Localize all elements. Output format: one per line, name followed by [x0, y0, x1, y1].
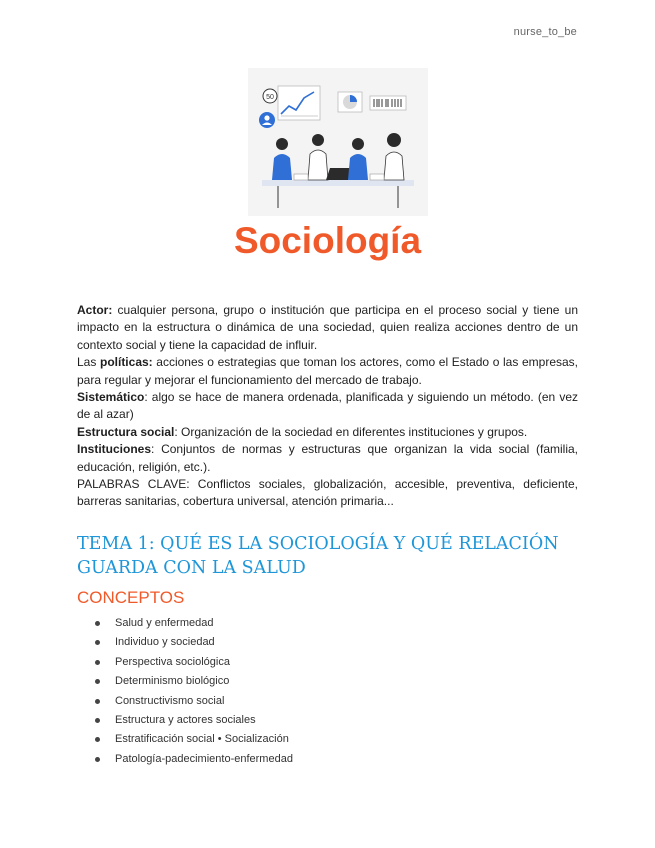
bullet-icon — [95, 699, 100, 704]
keywords: PALABRAS CLAVE: Conflictos sociales, globalización, accesible, preventiva, deficiente, barreras sanitarias, cobertura universal, atención primaria... — [77, 477, 578, 509]
watermark: nurse_to_be — [513, 26, 577, 38]
definition-estructura-social: Estructura social: Organización de la sociedad en diferentes instituciones y grupos. — [77, 424, 528, 439]
team-meeting-illustration — [248, 68, 428, 216]
bullet-icon — [95, 621, 100, 626]
definition-instituciones: Instituciones: Conjuntos de normas y estructuras que organizan la vida social (familia, educación, religión, etc.). — [77, 442, 578, 474]
bullet-icon — [95, 640, 100, 645]
page-title: Sociología — [233, 220, 422, 261]
definition-actor: Actor: cualquier persona, grupo o institución que participa en el proceso social y tiene un impacto en la estructura o dinámica de una sociedad, quien realiza acciones dentro de un contexto social y tiene la capacidad de influir. — [77, 303, 578, 352]
list-item: Constructivismo social — [95, 692, 293, 711]
list-item: Estratificación social • Socialización — [95, 730, 293, 749]
bullet-icon — [95, 718, 100, 723]
bullet-icon — [95, 679, 100, 684]
chart-number-label: 50 — [266, 94, 274, 101]
section-subheading: CONCEPTOS — [77, 588, 185, 607]
definition-politicas: Las políticas: acciones o estrategias que toman los actores, como el Estado o las empresas, para regular y mejorar el funcionamiento del mercado de trabajo. — [77, 355, 578, 387]
definitions-block — [77, 302, 578, 511]
list-item: Perspectiva sociológica — [95, 653, 293, 672]
list-item: Patología-padecimiento-enfermedad — [95, 750, 293, 769]
bullet-icon — [95, 660, 100, 665]
bullet-icon — [95, 737, 100, 742]
list-item: Estructura y actores sociales — [95, 711, 293, 730]
section-heading: TEMA 1: QUÉ ES LA SOCIOLOGÍA Y QUÉ RELACIÓN GUARDA CON LA SALUD — [77, 534, 559, 578]
list-item: Individuo y sociedad — [95, 633, 293, 652]
bullet-icon — [95, 757, 100, 762]
definition-sistematico: Sistemático: algo se hace de manera ordenada, planificada y siguiendo un método. (en vez de al azar) — [77, 390, 578, 422]
concept-list — [95, 614, 293, 769]
list-item: Salud y enfermedad — [95, 614, 293, 633]
list-item: Determinismo biológico — [95, 672, 293, 691]
